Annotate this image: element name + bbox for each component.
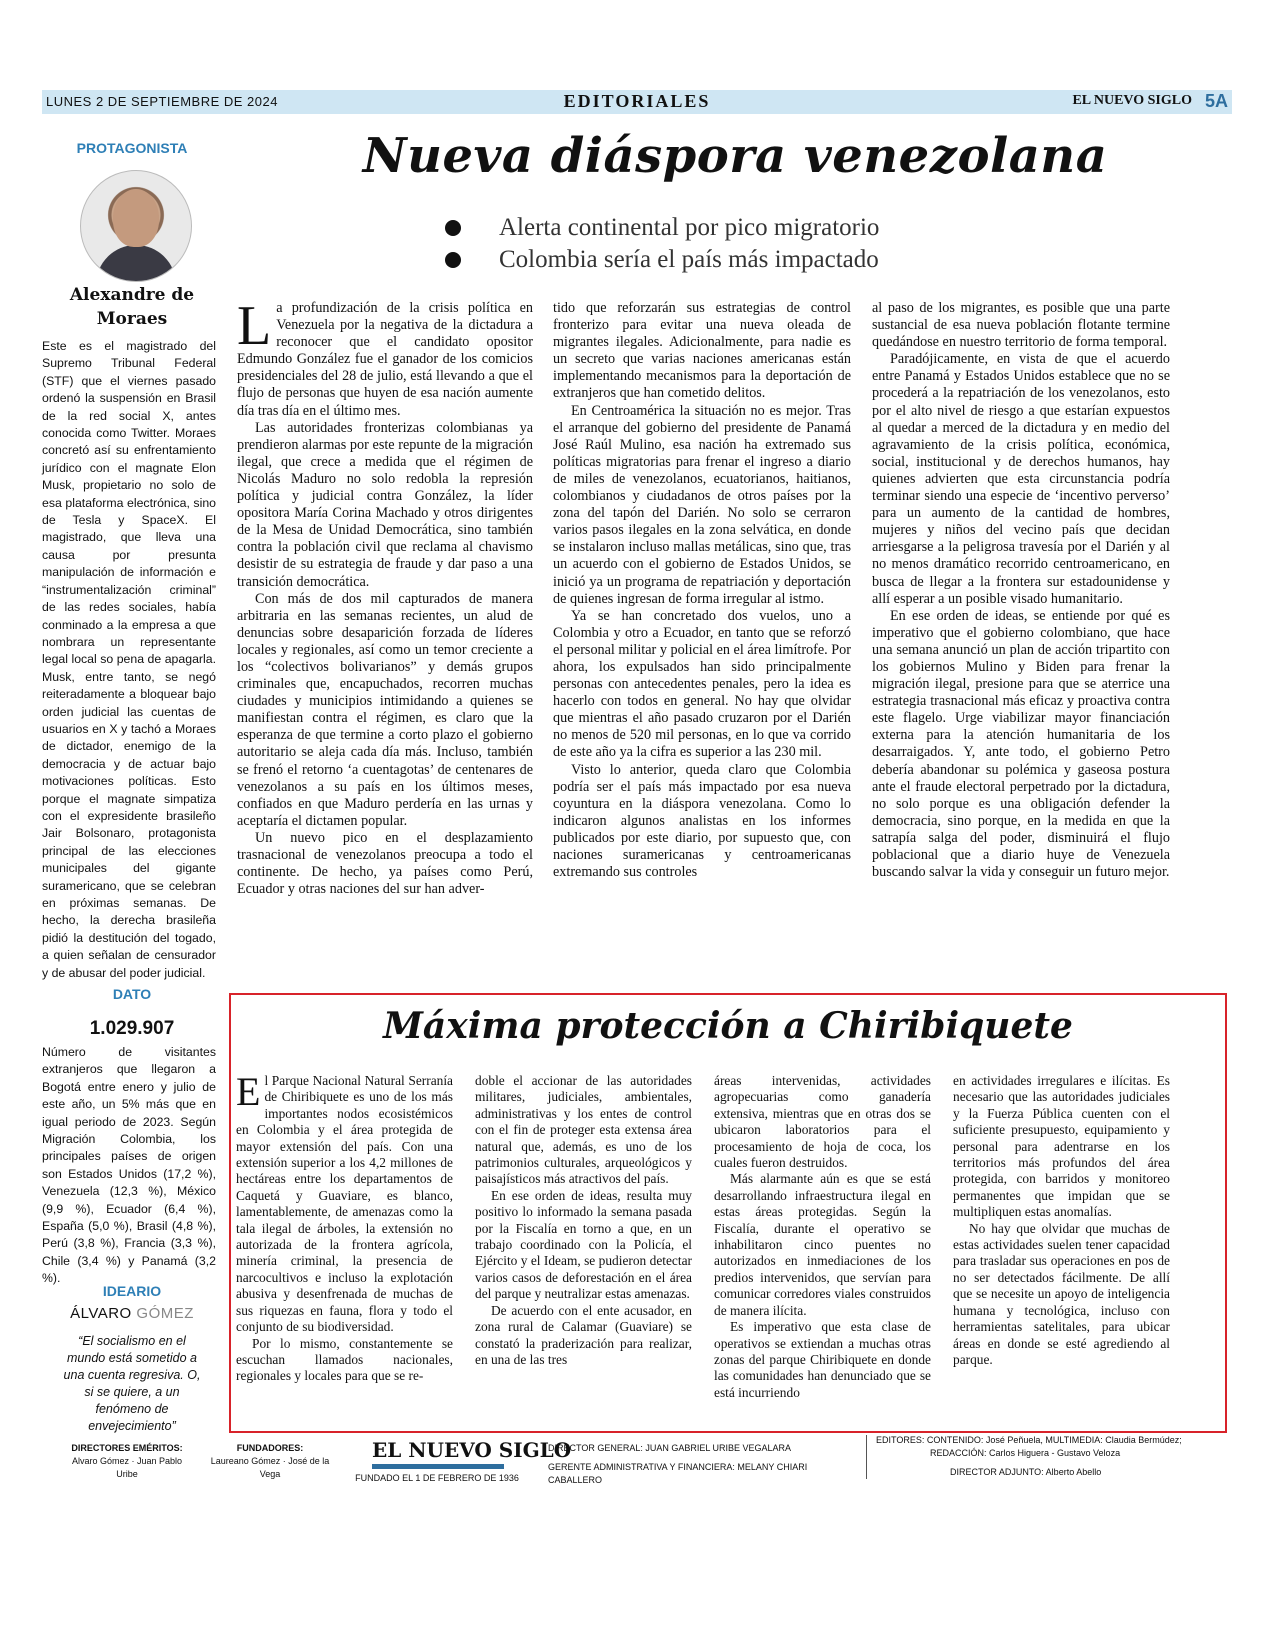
paragraph: Con más de dos mil capturados de manera arbitraria en las semanas recientes, un alud de denuncias sobre desaparición forzada de líderes locales y regionales, así como un temor creciente a los “colectivos bolivarianos” y demás grupos criminales que, encapuchados, recorren muchas ciudades y municipios intimidando a quienes se manifiestan contra el régimen, es claro que la esperanza de que termine a corto plazo el gobierno autoritario se aleja cada día más. Incluso, también se frenó el retorno ‘a cuentagotas’ de centenares de venezolanos a su país en los últimos meses, confiados en que Maduro perdería en las urnas y aceptaría el dictamen popular. (237, 590, 533, 829)
redaccion: REDACCIÓN: Carlos Higuera - Gustavo Veloza (930, 1448, 1121, 1458)
ideario-author (42, 1305, 222, 1322)
paragraph: De acuerdo con el ente acusador, en zona rural de Calamar (Guaviare) se constató la praderización para realizar, en una de las tres (475, 1302, 692, 1367)
directores-names: Alvaro Gómez · Juan Pablo Uribe (71, 1456, 183, 1479)
editorial2-column-3 (714, 1073, 931, 1401)
editorial2-column-1 (236, 1069, 453, 1385)
director-general: DIRECTOR GENERAL: JUAN GABRIEL URIBE VEGALARA (548, 1443, 792, 1453)
gerente: GERENTE ADMINISTRATIVA Y FINANCIERA: MELANY CHIARI CABALLERO (548, 1462, 808, 1485)
editorial2-headline: Máxima protección a Chiribiquete (383, 1005, 1073, 1047)
dato-text: Número de visitantes extranjeros que llegaron a Bogotá entre enero y julio de este año, un 5% más que en igual periodo de 2023. Según Migración Colombia, los principales países de origen son Estados Unidos (17,2 %), Venezuela (12,3 %), México (9,9 %), Ecuador (6,4 %), España (5,0 %), Brasil (4,8 %), Perú (3,8 %), Francia (3,3 %), Chile (3,4 %) y Panamá (3,2 %). (42, 1045, 216, 1286)
ideario-first-name: ÁLVARO (70, 1305, 132, 1322)
paragraph: En Centroamérica la situación no es mejor. Tras el arranque del gobierno del presidente de Panamá José Raúl Mulino, esa nación ha extremado sus políticas migratorias para frenar el ingreso a diario de miles de venezolanos, ecuatorianos, haitianos, colombianos y ciudadanos de otros países por la zona del tapón del Darién. No solo se cerraron varios pasos ilegales en la zona selvática, en donde se instalaron incluso mallas metálicas, sino que, tras un acuerdo con el gobierno de Estados Unidos, se inició ya un programa de repatriación y deportación de quienes ingresan de forma irregular al istmo. (553, 402, 851, 607)
paragraph: doble el accionar de las autoridades militares, judiciales, ambientales, administrativas y los entes de control con el fin de proteger esta extensa área natural que, además, es uno de los patrimonios culturales, arqueológicos y paisajísticos más atractivos del país. (475, 1073, 692, 1187)
ideario-last-name: GÓMEZ (136, 1305, 194, 1322)
header-band (42, 90, 1232, 114)
section-title: EDITORIALES (563, 91, 711, 111)
editorial-headline: Nueva diáspora venezolana (362, 128, 1108, 184)
paragraph: En ese orden de ideas, resulta muy positivo lo informado la semana pasada por la Fiscalía en torno a que, en un trabajo coordinado con la Policía, el Ejército y el Ideam, se pudieron detectar varios casos de deforestación en el área del parque y neutralizar estas amenazas. (475, 1187, 692, 1302)
masthead-brand: EL NUEVO SIGLO (1072, 93, 1192, 108)
protagonist-portrait (80, 170, 192, 282)
bullet-dot-icon (445, 220, 461, 236)
page-number: 5A (1204, 91, 1228, 111)
bullet-dot-icon (445, 252, 461, 268)
protagonista-label: PROTAGONISTA (76, 140, 188, 156)
paragraph: a profundización de la crisis política en Venezuela por la negativa de la dictadura a reconocer que el candidato opositor Edmundo González fue el ganador de los comicios presidenciales del 28 de julio, está llevando a que el flujo de personas que huyen de esa nación aumente día tras día en el último mes. (237, 300, 533, 419)
editorial1-column-1 (237, 295, 533, 898)
editorial2-column-2 (475, 1073, 692, 1368)
paragraph: áreas intervenidas, actividades agropecuarias como ganadería extensiva, mientras que en otras dos se ubicaron laboratorios para el procesamiento de hoja de coca, los cuales fueron destruidos. (714, 1073, 931, 1171)
fundadores-label: FUNDADORES: (236, 1443, 304, 1453)
editorial1-column-3 (872, 300, 1170, 881)
paragraph: Más alarmante aún es que se está desarrollando infraestructura ilegal en estas áreas protegidas. Según la Fiscalía, durante el operativo se inhabilitaron cinco puentes no autorizados en inmediaciones de los predios intervenidos, que servían para comunicar corredores viales construidos de manera ilícita. (714, 1171, 931, 1318)
paragraph: tido que reforzarán sus estrategias de control fronterizo para evitar una nueva oleada de migrantes ilegales. Adicionalmente, para nadie es un secreto que varias naciones americanas están implementando mecanismos para la deportación de extranjeros que han cometido delitos. (553, 300, 851, 402)
ideario-quote: “El socialismo en el mundo está sometido a una cuenta regresiva. O, si se quiere, a un fenómeno de envejecimiento” (63, 1334, 201, 1433)
fundadores-names: Laureano Gómez · José de la Vega (210, 1456, 330, 1479)
bullet-text: Colombia sería el país más impactado (499, 246, 879, 273)
paragraph: No hay que olvidar que muchas de estas actividades suelen tener capacidad para trasladar sus operaciones en pos de no ser detectados fácilmente. De allí que se necesite un apoyo de inteligencia humana y tecnológica, incluso con herramientas satelitales, para ubicar áreas en donde se esté agrediendo al parque. (953, 1220, 1170, 1367)
founded-date: FUNDADO EL 1 DE FEBRERO DE 1936 (355, 1473, 519, 1483)
dato-label: DATO (112, 986, 152, 1002)
footer-directores (62, 1442, 192, 1481)
bullet-item (445, 244, 879, 276)
ideario-label: IDEARIO (102, 1283, 162, 1299)
paragraph: l Parque Nacional Natural Serranía de Chiribiquete es uno de los más importantes nodos ecosistémicos en Colombia y el área protegida de mayor extensión del país. Con una extensión superior a los 4,2 millones de hectáreas entre los departamentos de Caquetá y Guaviare, es blanco, lamentablemente, de amenazas como la tala ilegal de árboles, la extensión no autorizada de la frontera agrícola, minería criminal, la presencia de narcocultivos e incluso la explotación abusiva y desenfrenada de muchas de sus riquezas en fauna, flora y todo el conjunto de su biodiversidad. (236, 1073, 453, 1335)
paragraph: Un nuevo pico en el desplazamiento trasnacional de venezolanos preocupa a todo el continente. De hecho, ya países como Perú, Ecuador y otras naciones del sur han adver- (237, 829, 533, 898)
bullet-item (445, 212, 879, 244)
issue-date: LUNES 2 DE SEPTIEMBRE DE 2024 (46, 94, 278, 109)
director-adjunto: DIRECTOR ADJUNTO: Alberto Abello (950, 1467, 1102, 1477)
paragraph: Visto lo anterior, queda claro que Colombia podría ser el país más impactado por esa nueva coyuntura en la diáspora venezolana. Como lo indicaron algunos analistas en los informes publicados por este diario, por supuesto que, con naciones suramericanas y centroamericanas extremando sus controles (553, 761, 851, 881)
portrait-head (113, 189, 159, 247)
paragraph: Ya se han concretado dos vuelos, uno a Colombia y otro a Ecuador, en tanto que se reforzó el personal militar y policial en el área limítrofe. Por ahora, los expulsados han sido principalmente personas con antecedentes penales, pero la idea es hacerlo con todos en general. No hay que olvidar que mientras el año pasado cruzaron por el Darién no menos de 520 mil personas, en lo que va corrido de este año ya la cifra es superior a las 230 mil. (553, 607, 851, 761)
footer-logo: EL NUEVO SIGLO (372, 1438, 572, 1462)
portrait-suit (96, 245, 176, 282)
paragraph: en actividades irregulares e ilícitas. Es necesario que las autoridades judiciales y la Fuerza Pública cuenten con el suficiente presupuesto, equipamiento y personal para adentrarse en los territorios más profundos del área protegida, con barridos y monitoreo permanentes que impidan que se multipliquen estas anomalías. (953, 1073, 1170, 1220)
editorial-bullets (445, 212, 879, 276)
bullet-text: Alerta continental por pico migratorio (499, 214, 880, 241)
paragraph: Por lo mismo, constantemente se escuchan llamados nacionales, regionales y locales para que se re- (236, 1335, 453, 1384)
editorial2-column-4 (953, 1073, 1170, 1368)
footer-fundadores (205, 1442, 335, 1481)
directores-label: DIRECTORES EMÉRITOS: (71, 1443, 183, 1453)
footer-divider (866, 1435, 867, 1479)
paragraph: Paradójicamente, en vista de que el acuerdo entre Panamá y Estados Unidos establece que no se procederá a la repatriación de los venezolanos, esto por el alto nivel de riesgo a que estarían expuestos al quedar a merced de la dictadura y en medio del agravamiento de la crisis política, económica, social, institucional y de derechos humanos, hay quienes advierten que esta circunstancia podría terminar siendo una especie de ‘incentivo perverso’ para un aumento de la cantidad de hombres, mujeres y niños del vecino país que decidan arriesgarse a la peligrosa travesía por el Darién y al no menos dramático recorrido centroamericano, en busca de llegar a la frontera sur estadounidense y allí esperar a un posible visado humanitario. (872, 351, 1170, 607)
editorial1-column-2 (553, 300, 851, 881)
paragraph: Las autoridades fronterizas colombianas ya prendieron alarmas por este repunte de la migración ilegal, que crece a medida que el régimen de Nicolás Maduro no solo redobla la represión política y judicial contra González, la líder opositora María Corina Machado y otros dirigentes de la Mesa de Unidad Democrática, sino también contra la población civil que reclama al chavismo desistir de su estrategia de fraude y dar paso a una transición democrática. (237, 419, 533, 590)
protagonist-name: Alexandre de Moraes (69, 285, 195, 329)
drop-cap: E (236, 1069, 261, 1114)
logo-underline (372, 1464, 504, 1469)
protagonist-text: Este es el magistrado del Supremo Tribunal Federal (STF) que el viernes pasado ordenó la suspensión en Brasil de la red social X, antes conocida como Twitter. Moraes concretó así su enfrentamiento jurídico con el magnate Elon Musk, propietario no solo de esa plataforma electrónica, sino de Tesla y SpaceX. El magistrado, que lleva una causa por presunta manipulación de información e “instrumentalización criminal” de las redes sociales, había conminado a la empresa a que nombrara un representante legal local so pena de apagarla. Musk, entre tanto, se negó reiteradamente a bloquear bajo orden judicial las cuentas de usuarios en X y tachó a Moraes de dictador, enemigo de la democracia y de actuar bajo motivaciones políticas. Esto porque el magnate simpatiza con el expresidente brasileño Jair Bolsonaro, protagonista principal de las elecciones municipales del gigante suramericano, que se celebran en próximas semanas. De hecho, la derecha brasileña pidió la destitución del togado, a quien señalan de censurador y de abusar del poder judicial. (42, 339, 216, 980)
paragraph: En ese orden de ideas, se entiende por qué es imperativo que el gobierno colombiano, que hace una semana anunció un plan de acción tripartito con los gobiernos Mulino y Biden para frenar la migración ilegal, presione para que se aterrice una estrategia trasnacional más eficaz y proactiva contra este flagelo. Urge viabilizar mayor financiación externa para la atención humanitaria de los desarraigados. Y, ante todo, el gobierno Petro debería abandonar su polémica y gaseosa postura ante el fraude electoral perpetrado por la dictadura, no solo porque es una obligación defender la democracia, sino porque, en la medida en que la satrapía salga del poder, disminuirá el flujo poblacional que a diario huye de Venezuela buscando salvar la vida y conseguir un futuro mejor. (872, 607, 1170, 881)
drop-cap: L (237, 295, 272, 357)
dato-number: 1.029.907 (89, 1018, 175, 1039)
editores: EDITORES: CONTENIDO: José Peñuela, MULTIMEDIA: Claudia Bermúdez; (876, 1435, 1182, 1445)
paragraph: al paso de los migrantes, es posible que una parte sustancial de esa nueva población flotante termine quedándose en nuestro territorio de forma temporal. (872, 300, 1170, 351)
paragraph: Es imperativo que esta clase de operativos se extiendan a muchas otras zonas del parque Chiribiquete en donde las comunidades han denunciado que se está incurriendo (714, 1319, 931, 1400)
